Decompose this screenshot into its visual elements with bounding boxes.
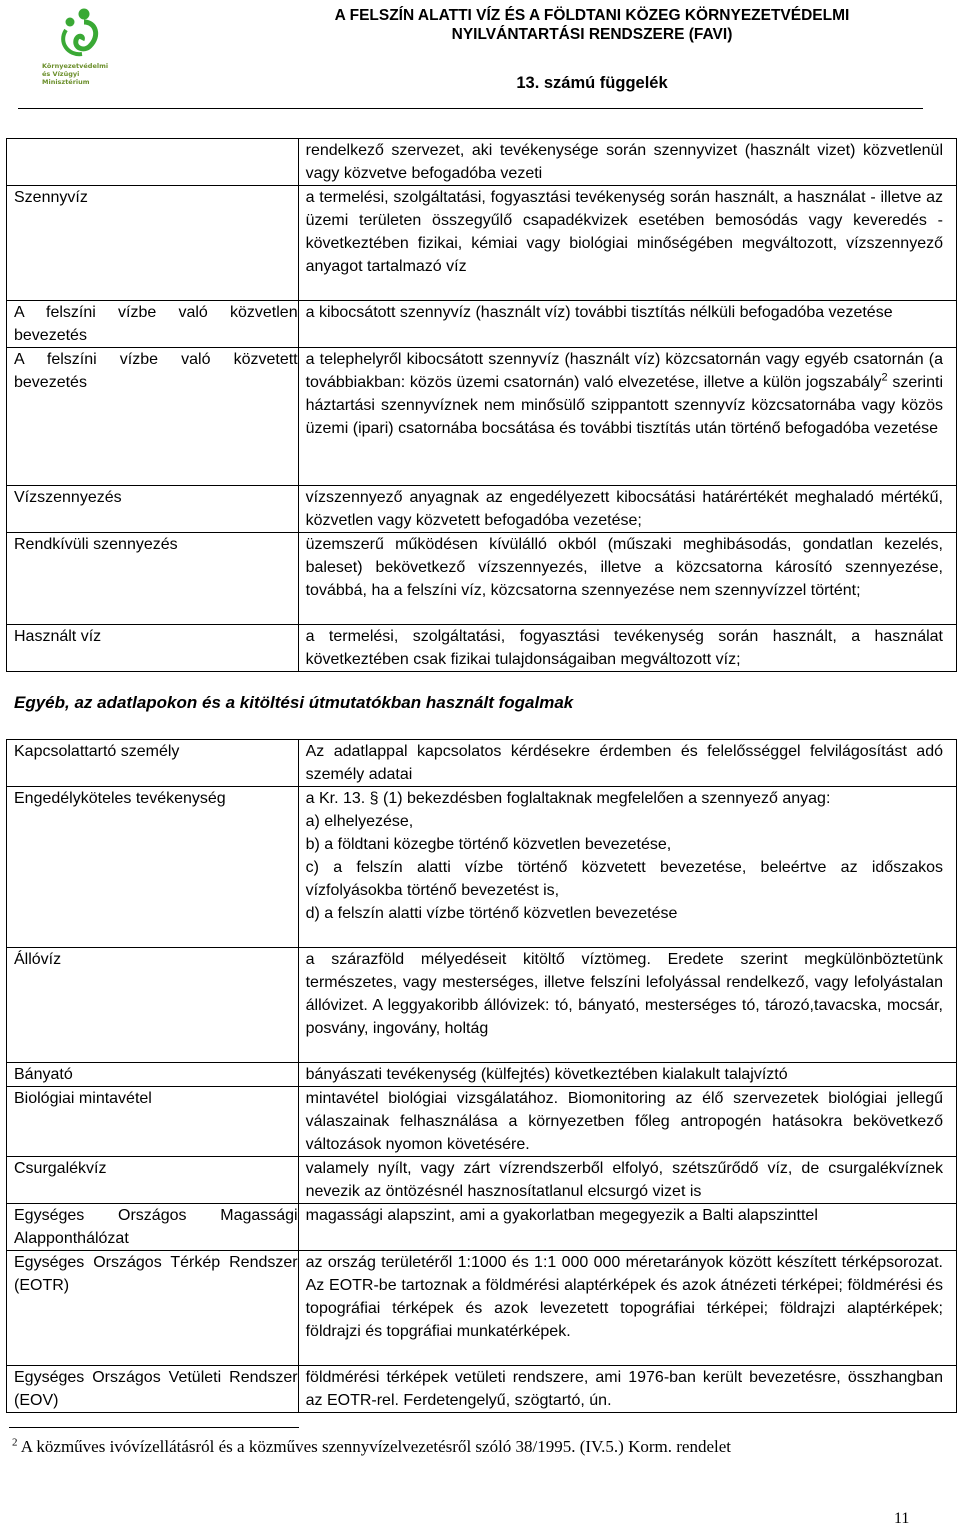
table-row (7, 486, 957, 533)
term-cell: Kapcsolattartó személy (7, 740, 299, 787)
header-rule (18, 108, 923, 109)
list-item: d) a felszín alatti vízbe történő közvetlen bevezetése (305, 905, 678, 922)
header-title-line1: A FELSZÍN ALATTI VÍZ ÉS A FÖLDTANI KÖZEG KÖRNYEZETVÉDELMI (334, 7, 850, 24)
definition-cell: földmérési térképek vetületi rendszere, ami 1976-ban került bevezetésre, összhangban az EOTR-rel. Ferdetengelyű, szögtartó, ún. (298, 1366, 956, 1413)
definition-cell: bányászati tevékenység (külfejtés) következtében kialakult talajvíztó (298, 1063, 956, 1087)
term-cell: Szennyvíz (7, 186, 299, 301)
definitions-table-1 (6, 138, 957, 672)
section-heading: Egyéb, az adatlapokon és a kitöltési útmutatókban használt fogalmak (14, 693, 574, 712)
term-cell: Használt víz (7, 625, 299, 672)
term-cell: Bányató (7, 1063, 299, 1087)
term-cell: Egységes Országos Magassági Alapponthálózat (7, 1204, 299, 1251)
definition-cell: a termelési, szolgáltatási, fogyasztási tevékenység során használt, a használat - illetve az üzemi területen összegyűlő csapadékvizek esetében bemosódás vagy keveredés - következtében fizikai, kémiai vagy biológiai minőségében megváltozott, vízszennyező anyagot tartalmazó víz (298, 186, 956, 301)
definition-cell: a termelési, szolgáltatási, fogyasztási tevékenység során használt, a használat következtében csak fizikai tulajdonságaiban megváltozott víz; (298, 625, 956, 672)
definition-cell: a szárazföld mélyedéseit kitöltő víztömeg. Eredete szerint megkülönböztetünk természetes, vagy mesterséges, illetve felszíni lefolyással rendelkező, vagy lefolyástalan állóvizet. A leggyakoribb állóvizek: tó, bányató, mesterséges tó, tározó,tavacska, mocsár, posvány, ingovány, holtág (298, 948, 956, 1063)
table-row (7, 1157, 957, 1204)
definition-text: a telephelyről kibocsátott szennyvíz (használt víz) közcsatornán vagy egyéb csatornán (a továbbiakban: közös üzemi csatornán) való elvezetése, illetve a külön jogszabály (305, 351, 943, 391)
definition-cell: rendelkező szervezet, aki tevékenysége során szennyvizet (használt vizet) közvetlenül vagy közvetve befogadóba vezeti (298, 139, 956, 186)
footnote-separator (9, 1427, 299, 1428)
term-cell: Biológiai mintavétel (7, 1087, 299, 1157)
term-cell: A felszíni vízbe való közvetlen bevezetés (7, 301, 299, 348)
definition-cell: vízszennyező anyagnak az engedélyezett kibocsátási határértékét meghaladó mértékű, közvetlen vagy közvetett befogadóba vezetése; (298, 486, 956, 533)
table-row (7, 301, 957, 348)
definition-cell: a kibocsátott szennyvíz (használt víz) további tisztítás nélküli befogadóba vezetése (298, 301, 956, 348)
table-row (7, 1204, 957, 1251)
footnote-text: A közműves ivóvízellátásról és a közműves szennyvízelvezetésről szóló 38/1995. (IV.5.) Korm. rendelet (17, 1437, 731, 1456)
definition-cell (298, 787, 956, 948)
definition-cell (298, 348, 956, 486)
definition-cell: valamely nyílt, vagy zárt vízrendszerből elfolyó, szétszűrődő víz, de csurgalékvíznek nevezik az öntözésnél hasznosítatlanul elcsurgó vizet is (298, 1157, 956, 1204)
appendix-title: 13. számú függelék (516, 74, 668, 92)
logo-text: Környezetvédelmi és Vízügyi Minisztérium (42, 62, 109, 86)
definition-cell: üzemszerű működésen kívülálló okból (műszaki meghibásodás, gondatlan kezelés, baleset) bekövetkező vízszennyezés, illetve a közcsatorna károsító szennyezése, továbbá, ha a felszíni víz, közcsatorna szennyezése nem szennyvízzel történt; (298, 533, 956, 625)
page-number: 11 (894, 1510, 910, 1527)
term-cell: Egységes Országos Vetületi Rendszer (EOV) (7, 1366, 299, 1413)
list-item: a) elhelyezése, (305, 813, 414, 830)
header-title-line2: NYILVÁNTARTÁSI RENDSZERE (FAVI) (451, 26, 733, 43)
table-row (7, 186, 957, 301)
table-row (7, 1366, 957, 1413)
table-row (7, 139, 957, 186)
definition-cell: magassági alapszint, ami a gyakorlatban megegyezik a Balti alapszinttel (298, 1204, 956, 1251)
definition-cell: az ország területéről 1:1000 és 1:1 000 000 méretarányok között készített térképsorozat. Az EOTR-be tartoznak a földmérési alaptérképek és azok átnézeti térképei; földmérési és topográfiai térképek és azok levezetett topográfiai térképei; földrajzi alaptérképek; földrajzi és topgráfiai munkatérképek. (298, 1251, 956, 1366)
term-cell (7, 139, 299, 186)
footnote (12, 1436, 731, 1458)
definition-text: a Kr. 13. § (1) bekezdésben foglaltaknak megfelelően a szennyező anyag: (305, 790, 831, 807)
definition-cell: Az adatlappal kapcsolatos kérdésekre érdemben és felelősséggel felvilágosítást adó személy adatai (298, 740, 956, 787)
table-row (7, 348, 957, 486)
term-cell: Csurgalékvíz (7, 1157, 299, 1204)
term-cell: Állóvíz (7, 948, 299, 1063)
table-row (7, 1251, 957, 1366)
term-cell: Engedélyköteles tevékenység (7, 787, 299, 948)
table-row (7, 740, 957, 787)
list-item: b) a földtani közegbe történő közvetlen bevezetése, (305, 836, 672, 853)
term-cell: Vízszennyezés (7, 486, 299, 533)
list-item: c) a felszín alatti vízbe történő közvetett bevezetése, beleértve az időszakos vízfolyásokba történő bevezetést is, (305, 859, 943, 899)
term-cell: Egységes Országos Térkép Rendszer (EOTR) (7, 1251, 299, 1366)
definition-text: szerinti háztartási szennyvíznek nem minősülő szippantott szennyvíz közcsatornába vagy közös üzemi (ipari) csatornába bocsátása és további tisztítás után történő befogadóba vezetése (305, 374, 944, 437)
table-row (7, 1063, 957, 1087)
definition-cell: mintavétel biológiai vizsgálatához. Biomonitoring az élő szervezetek biológiai jellegű válaszainak felhasználása a környezetben főleg antropogén hatásokra bekövetkező változások nyomon követésére. (298, 1087, 956, 1157)
footnote-ref[interactable]: 2 (881, 371, 888, 384)
table-row (7, 787, 957, 948)
term-cell: Rendkívüli szennyezés (7, 533, 299, 625)
table-row (7, 948, 957, 1063)
term-cell: A felszíni vízbe való közvetett bevezetés (7, 348, 299, 486)
table-row (7, 533, 957, 625)
table-row (7, 1087, 957, 1157)
footnote-mark: 2 (12, 1436, 18, 1449)
definitions-table-2 (6, 739, 957, 1413)
table-row (7, 625, 957, 672)
